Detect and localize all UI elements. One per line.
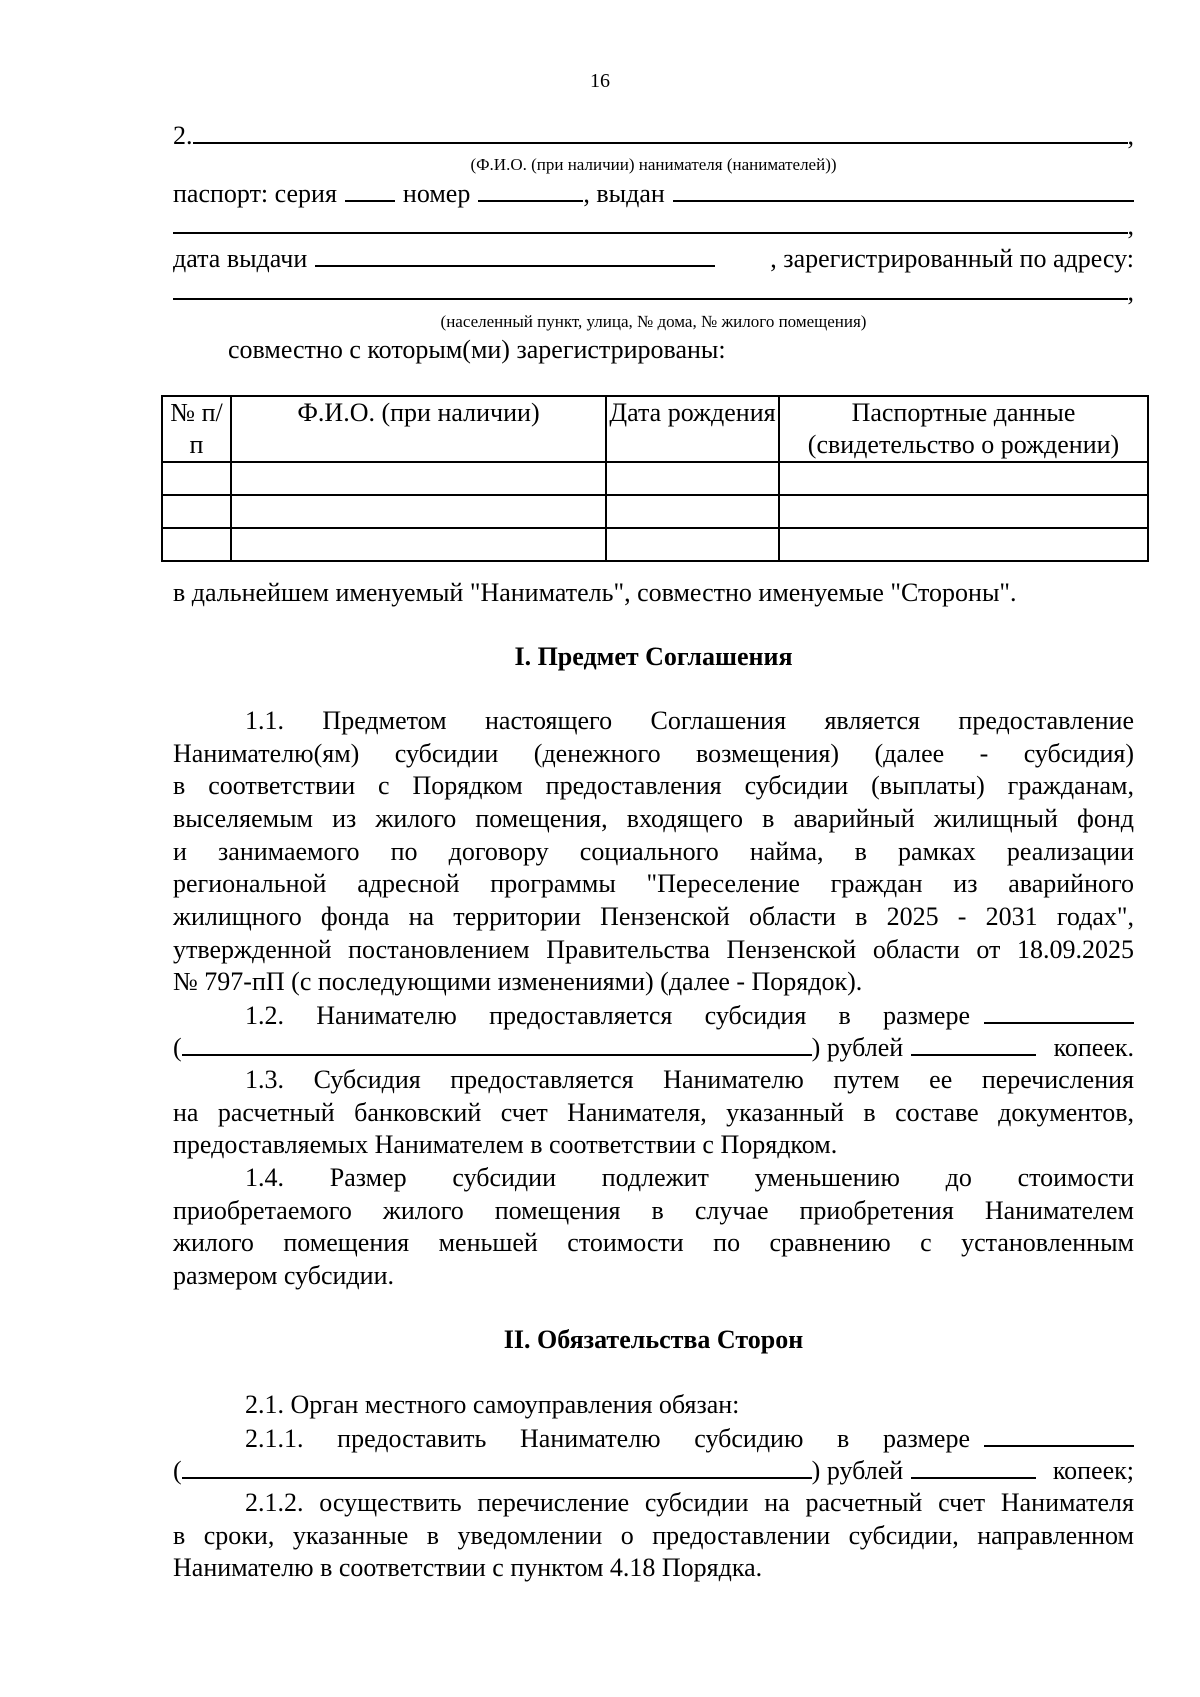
kopecks-blank-2 xyxy=(911,1455,1036,1479)
p1-3-line: на расчетный банковский счет Нанимателя, указанный в составе документов, xyxy=(173,1098,1134,1127)
table-cell[interactable] xyxy=(162,528,231,561)
col-passport-header: Паспортные данные (свидетельство о рождении) xyxy=(779,396,1148,462)
registered-label: , зарегистрированный по адресу: xyxy=(770,244,1134,273)
tenant-index: 2. xyxy=(173,121,193,150)
subsidy-amount-blank xyxy=(984,1000,1134,1024)
fio-caption: (Ф.И.О. (при наличии) нанимателя (нанимателей)) xyxy=(470,155,837,174)
p1-4-line: жилого помещения меньшей стоимости по сравнению с установленным xyxy=(173,1228,1134,1257)
open-paren-2: ( xyxy=(173,1456,182,1485)
table-cell[interactable] xyxy=(779,495,1148,528)
kopecks-blank xyxy=(911,1032,1036,1056)
subsidy-amount-blank-2 xyxy=(984,1423,1134,1447)
residents-table xyxy=(161,395,1149,562)
tenant-name-blank xyxy=(193,118,1128,144)
p1-4-line: 1.4. Размер субсидии подлежит уменьшению до стоимости xyxy=(245,1163,1134,1192)
amount-in-words-blank-2 xyxy=(182,1455,812,1479)
p1-1-line: 1.1. Предметом настоящего Соглашения является предоставление xyxy=(245,706,1134,735)
p1-1-line: региональной адресной программы "Переселение граждан из аварийного xyxy=(173,869,1134,898)
p1-2-amount-line xyxy=(173,1032,1134,1063)
issue-date-line xyxy=(173,243,1134,274)
p2-1-1-line xyxy=(245,1423,1134,1454)
p2-1-1-text: 2.1.1. предоставить Нанимателю субсидию в размере xyxy=(245,1424,970,1453)
open-paren: ( xyxy=(173,1033,182,1062)
p1-1-line: утвержденной постановлением Правительства Пензенской области от 18.09.2025 xyxy=(173,935,1134,964)
number-label: номер xyxy=(402,179,471,208)
col-number-header: № п/п xyxy=(162,396,231,462)
table-cell[interactable] xyxy=(779,462,1148,495)
table-cell[interactable] xyxy=(162,462,231,495)
table-row xyxy=(162,462,1148,495)
table-cell[interactable] xyxy=(231,528,606,561)
table-cell[interactable] xyxy=(606,495,779,528)
p2-1-2-last-line: Нанимателю в соответствии с пунктом 4.18 Порядка. xyxy=(173,1553,763,1582)
p1-3-line: 1.3. Субсидия предоставляется Нанимателю путем ее перечисления xyxy=(245,1065,1134,1094)
section1-title: I. Предмет Соглашения xyxy=(514,642,793,671)
parties-text: в дальнейшем именуемый "Наниматель", совместно именуемые "Стороны". xyxy=(173,578,1017,607)
rubles-label: ) рублей xyxy=(811,1033,904,1062)
page-number: 16 xyxy=(590,70,610,92)
p1-4-last-line: размером субсидии. xyxy=(173,1261,394,1290)
issue-date-label: дата выдачи xyxy=(173,244,308,273)
rubles-label-2: ) рублей xyxy=(811,1456,904,1485)
col-fio-header: Ф.И.О. (при наличии) xyxy=(231,396,606,462)
issued-by-blank xyxy=(673,178,1134,202)
table-cell[interactable] xyxy=(231,495,606,528)
p1-3-last-line: предоставляемых Нанимателем в соответствии с Порядком. xyxy=(173,1130,838,1159)
tenant-name-line xyxy=(173,118,1134,151)
table-cell[interactable] xyxy=(606,528,779,561)
col-birthdate-header: Дата рождения xyxy=(606,396,779,462)
trailing-comma-2: , xyxy=(1127,211,1134,240)
table-cell[interactable] xyxy=(162,495,231,528)
passport-label: паспорт: серия xyxy=(173,179,337,208)
address-line xyxy=(173,276,1134,307)
amount-in-words-blank xyxy=(182,1032,812,1056)
p1-1-line: жилищного фонда на территории Пензенской области в 2025 - 2031 годах", xyxy=(173,902,1134,931)
p2-1-2-line: в сроки, указанные в уведомлении о предоставлении субсидии, направленном xyxy=(173,1521,1134,1550)
passport-series-blank xyxy=(345,178,395,202)
passport-line xyxy=(173,178,1134,209)
table-cell[interactable] xyxy=(231,462,606,495)
issued-by-continuation-blank xyxy=(173,210,1128,234)
table-row xyxy=(162,528,1148,561)
co-registered-text: совместно с которым(ми) зарегистрированы: xyxy=(228,335,726,364)
kopecks-label-2: копеек; xyxy=(1052,1456,1134,1485)
address-caption: (населенный пункт, улица, № дома, № жилого помещения) xyxy=(440,312,867,331)
kopecks-label: копеек. xyxy=(1053,1033,1134,1062)
p1-1-line: Нанимателю(ям) субсидии (денежного возмещения) (далее - субсидия) xyxy=(173,739,1134,768)
table-cell[interactable] xyxy=(606,462,779,495)
p2-1-line: 2.1. Орган местного самоуправления обязан: xyxy=(245,1390,740,1419)
table-row xyxy=(162,495,1148,528)
p1-1-line: выселяемым из жилого помещения, входящего в аварийный жилищный фонд xyxy=(173,804,1134,833)
table-cell[interactable] xyxy=(779,528,1148,561)
p2-1-1-amount-line xyxy=(173,1455,1134,1486)
p1-4-line: приобретаемого жилого помещения в случае приобретения Нанимателем xyxy=(173,1196,1134,1225)
p1-1-line: и занимаемого по договору социального найма, в рамках реализации xyxy=(173,837,1134,866)
section2-title: II. Обязательства Сторон xyxy=(503,1325,804,1354)
p1-1-last-line: № 797-пП (с последующими изменениями) (далее - Порядок). xyxy=(173,967,863,996)
address-blank xyxy=(173,276,1128,300)
issued-label: , выдан xyxy=(583,179,665,208)
issued-by-continuation-line xyxy=(173,210,1134,241)
passport-number-blank xyxy=(478,178,583,202)
p1-2-text: 1.2. Нанимателю предоставляется субсидия в размере xyxy=(245,1001,970,1030)
p2-1-2-line: 2.1.2. осуществить перечисление субсидии на расчетный счет Нанимателя xyxy=(245,1488,1134,1517)
trailing-comma-3: , xyxy=(1127,277,1134,306)
issue-date-blank xyxy=(315,243,715,267)
p1-1-line: в соответствии с Порядком предоставления субсидии (выплаты) гражданам, xyxy=(173,771,1134,800)
trailing-comma: , xyxy=(1127,121,1134,150)
table-header-row xyxy=(162,396,1148,462)
p1-2-line xyxy=(245,1000,1134,1031)
